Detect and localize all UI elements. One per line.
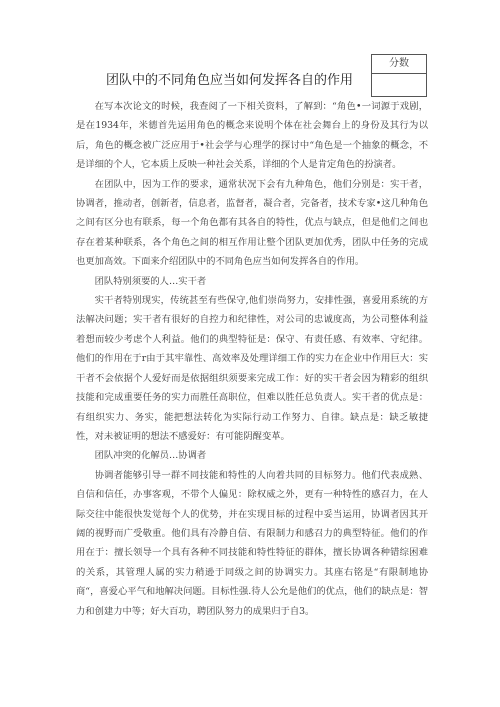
section-heading-implementer: 团队特别须要的人…实干者	[94, 275, 207, 287]
score-label: 分数	[372, 55, 426, 74]
score-box	[371, 54, 427, 97]
paragraph-coordinator: 协调者能够引导一群不同技能和特性的人向着共同的目标努力。他们代表成熟、自信和信任，办事客观，不带个人偏见：除权威之外，更有一种特性的感召力，在人际交往中能很快发觉每个人的优势，并在实现目标的过程中妥当运用，协调者因其开阔的视野而广受敬重。他们具有冷静自信、有限制力和感召力的典型特征。他们的作用在于：擅长领导一个具有各种不同技能和特性特征的群体，擅长协调各种错综困难的关系，其管理人属的实力稍逊于同级之间的协调实力。其座右铭是“有限制地协商“，喜爱心平气和地解决问题。目标性强.待人公允是他们的优点，他们的缺点是：智力和创建力中等；好大百功，聘团队努力的成果归于自3。	[76, 469, 428, 617]
score-value-cell[interactable]	[372, 74, 426, 97]
paragraph-roles-overview: 在团队中，因为工作的要求，通常状况下会有九种角色，他们分别是：实干者，协调者，推动者，创新者，信息者，监督者，凝合者，完备者，技术专家•这几种角色之间有区分也有联系，每一个角色都有其各自的特性，优点与缺点，但是他们之间也存在着某种联系，各个角色之间的相互作用让整个团队更加优秀，团队中任务的完成也更加高效。下面来介绍团队中的不同角色应当如何发挥各自的作用。	[76, 178, 428, 268]
document-body	[76, 97, 428, 621]
section-heading-coordinator: 团队冲突的化解员…协调者	[94, 450, 207, 462]
paragraph-implementer: 实干者特别现实，传统甚至有些保守,他们崇尚努力，安排性强，喜爱用系统的方法解决问题；实干者有很好的自控力和纪律性，对公司的忠诚度高，为公司整体利益着想而较少考虑个人利益。他们的典型特征是：保守、有责任感、有效率、守纪律。他们的作用在于r由于其牢靠性、高效率及处理详细工作的实力在企业中作用巨大：实干者不会依据个人爱好而是依据组织须要来完成工作：好的实干者会因为精彩的组织技能和完成重要任务的实力而胜任高职位，但难以胜任总负责人。实干者的优点是：有组织实力、务实，能把想法转化为实际行动工作努力、自律。缺点是：缺乏敏捷性，对未被证明的想法不感爱好：有可能阴醒变革。	[76, 295, 428, 442]
paragraph-intro: 在写本次论文的时候，我查阅了一下相关资料，了解到：“角色•一词源于戏剧，是在1934年，米德首先运用角色的概念来说明个体在社会舞台上的身份及其行为以后，角色的概念被广泛应用于•社会学与心理学的探讨中“角色是一个抽象的概念，不是详细的个人，它本质上反映一种社会关系，详细的个人是肯定角色的扮演者。	[76, 101, 428, 171]
page-title: 团队中的不同角色应当如何发挥各自的作用	[106, 73, 354, 88]
